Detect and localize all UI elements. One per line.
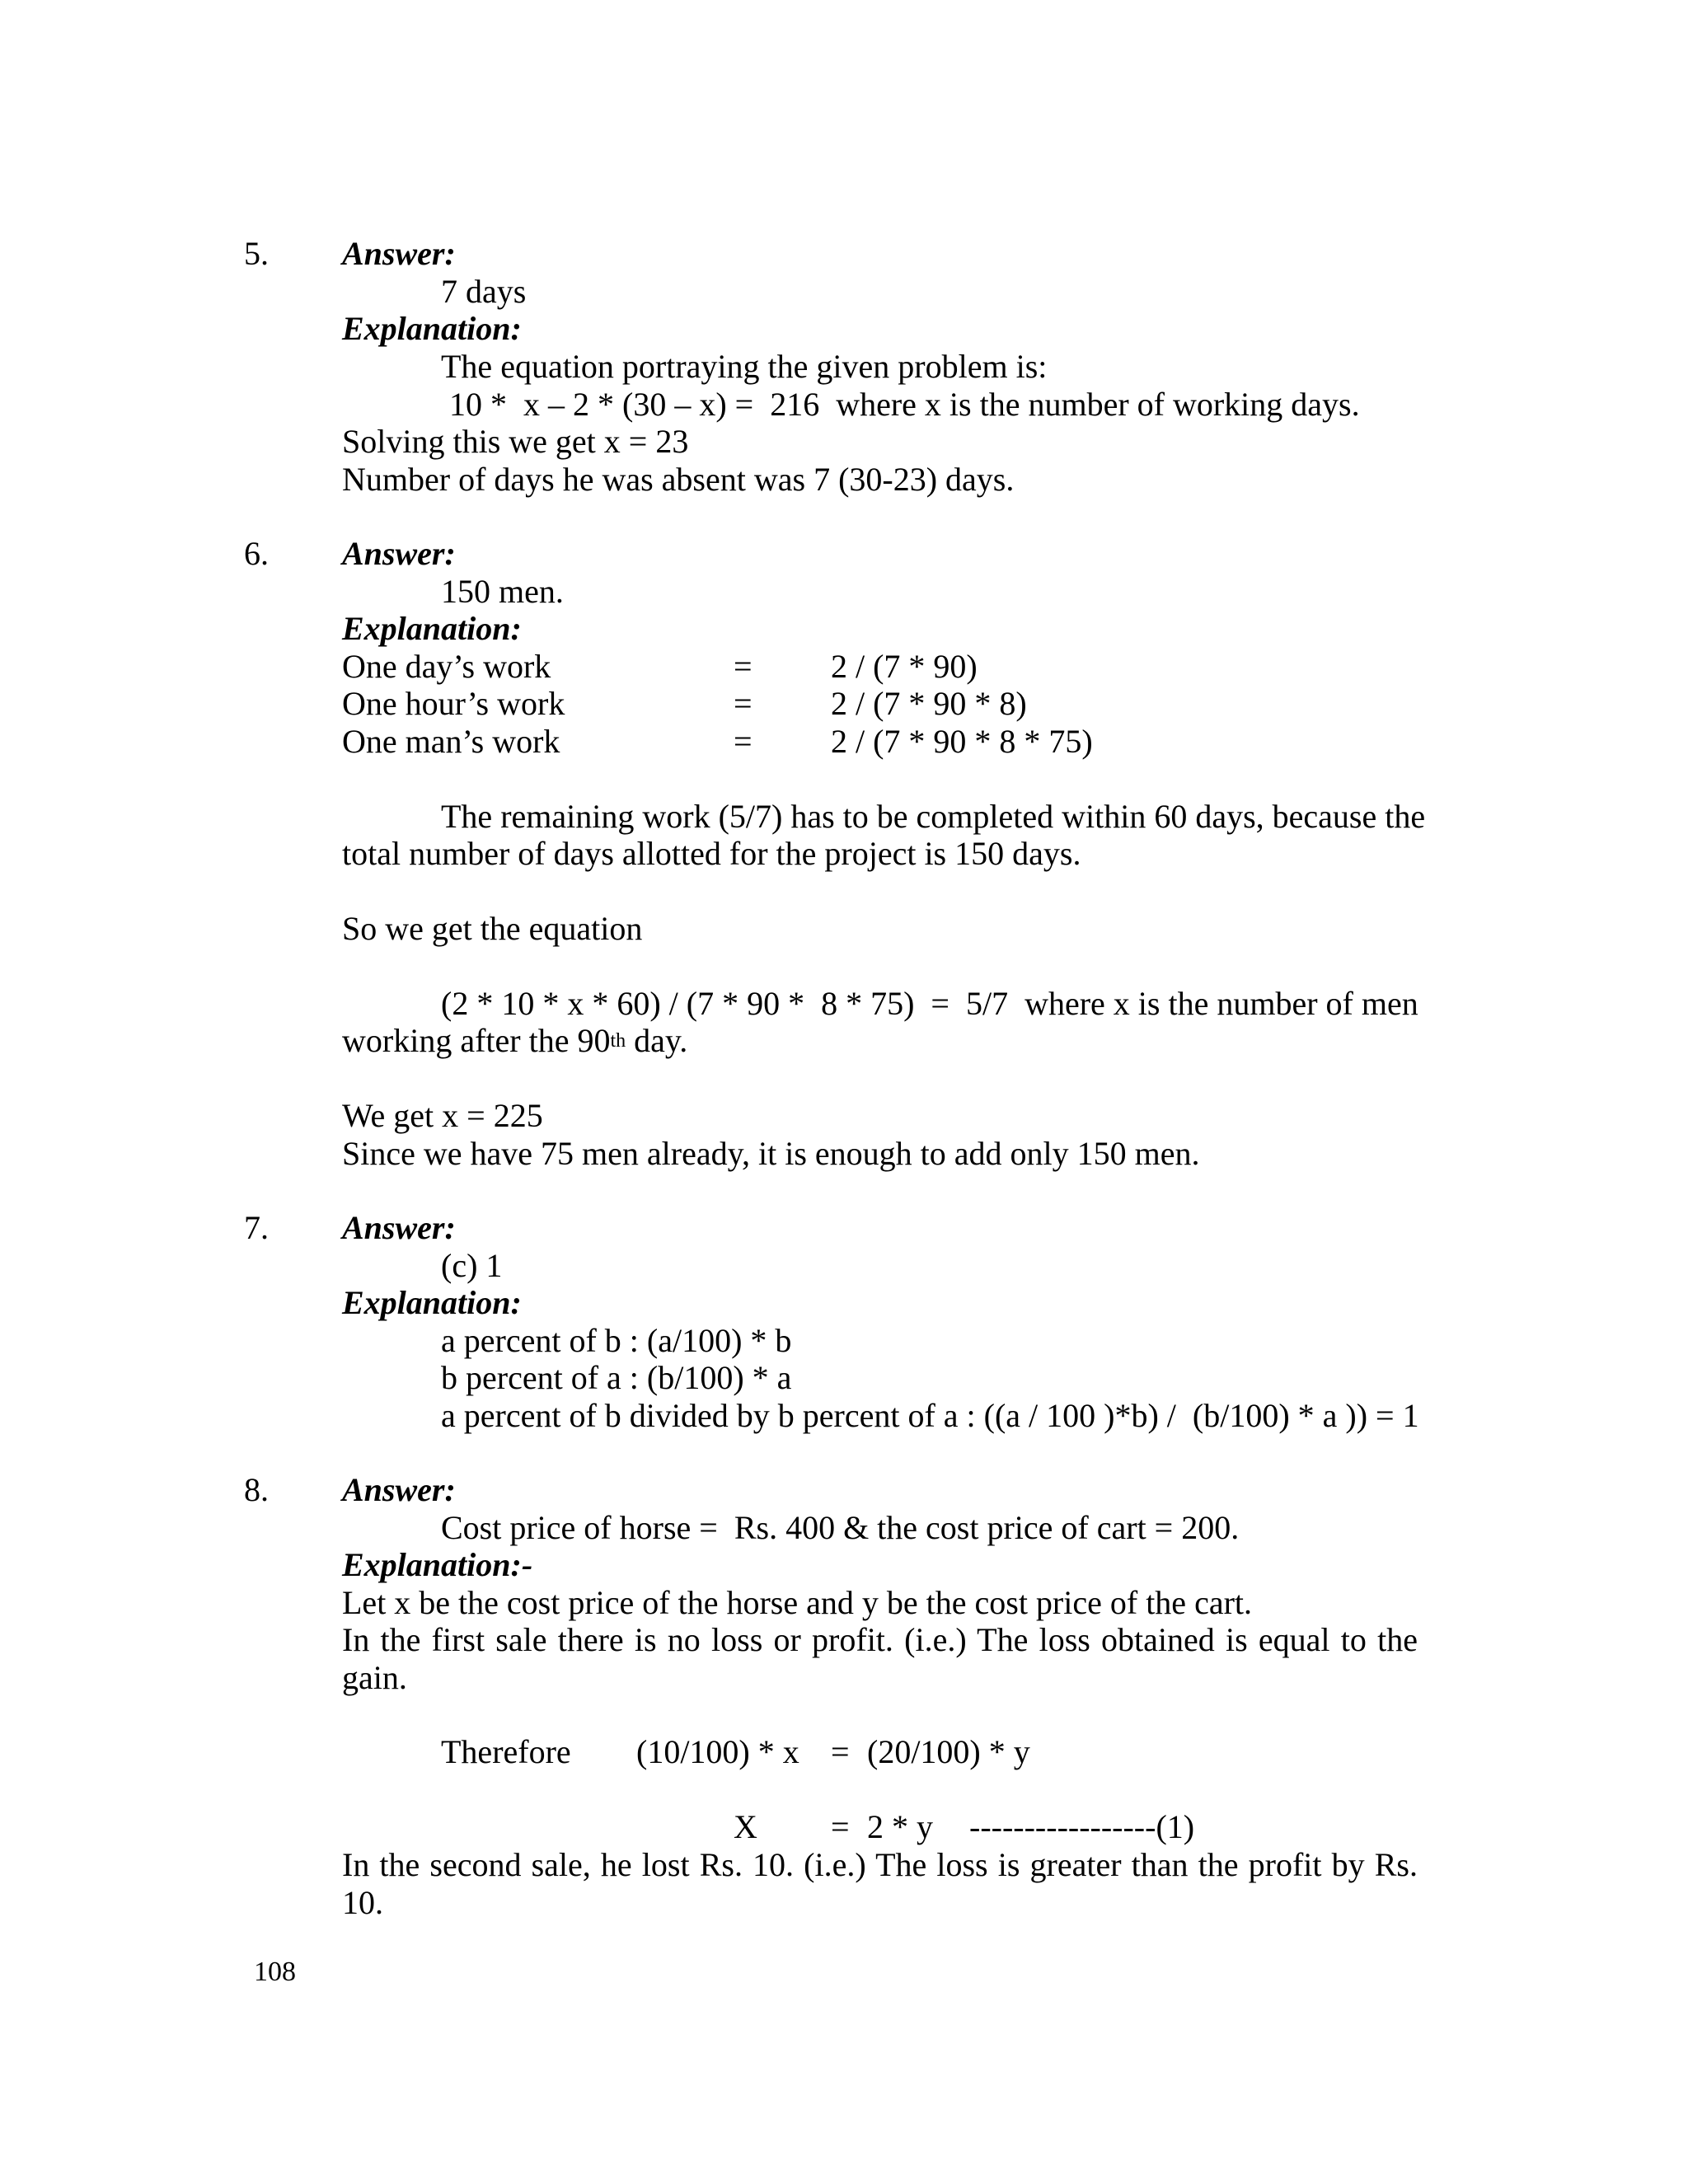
q5-explanation-line-2: 10 * x – 2 * (30 – x) = 216 where x is the number of working days. — [441, 386, 1360, 423]
q8-explanation-label: Explanation:- — [342, 1546, 533, 1583]
work-row-value: 2 / (7 * 90 * 8 * 75) — [831, 723, 1093, 760]
q6-equation-line-2-text: working after the 90 — [342, 1022, 611, 1059]
q8-explanation-line-1: Let x be the cost price of the horse and y be the cost price of the cart. — [342, 1584, 1253, 1621]
q8-eq1-tag: -----------------(1) — [969, 1808, 1195, 1845]
q6-equation-line-2 — [342, 1022, 687, 1060]
q8-answer: Cost price of horse = Rs. 400 & the cost price of cart = 200. — [441, 1509, 1240, 1546]
page-number: 108 — [254, 1957, 296, 1987]
q5-number: 5. — [244, 235, 269, 272]
q8-therefore-lhs: (10/100) * x — [636, 1733, 799, 1770]
q8-answer-label: Answer: — [342, 1471, 456, 1508]
q7-explanation-line-2: b percent of a : (b/100) * a — [441, 1359, 792, 1396]
q5-explanation-line-3: Solving this we get x = 23 — [342, 423, 689, 460]
q8-therefore-rhs: (20/100) * y — [867, 1733, 1030, 1770]
q6-equation-line-2-end: day. — [626, 1022, 688, 1059]
q5-explanation-line-4: Number of days he was absent was 7 (30-23) days. — [342, 461, 1015, 498]
q7-number: 7. — [244, 1209, 269, 1246]
ordinal-superscript: th — [610, 1030, 626, 1052]
q6-explanation-label: Explanation: — [342, 610, 522, 647]
q8-therefore-label: Therefore — [441, 1733, 571, 1770]
work-row-label: One man’s work — [342, 723, 560, 760]
q6-answer-label: Answer: — [342, 535, 456, 572]
q6-paragraph-line-1: The remaining work (5/7) has to be completed within 60 days, because the — [441, 798, 1426, 835]
q5-answer: 7 days — [441, 273, 527, 310]
q6-number: 6. — [244, 535, 269, 572]
q6-equation-line-1: (2 * 10 * x * 60) / (7 * 90 * 8 * 75) = 5/7 where x is the number of men — [441, 985, 1418, 1022]
work-row-value: 2 / (7 * 90) — [831, 648, 978, 685]
work-row-equals: = — [734, 685, 753, 722]
q7-answer-label: Answer: — [342, 1209, 456, 1246]
q8-eq1-lhs: X — [734, 1808, 757, 1845]
q5-explanation-label: Explanation: — [342, 310, 522, 347]
work-row-equals: = — [734, 723, 753, 760]
q7-explanation-label: Explanation: — [342, 1284, 522, 1321]
q6-result-line-1: We get x = 225 — [342, 1097, 543, 1134]
q8-therefore-equals: = — [831, 1733, 850, 1770]
q5-answer-label: Answer: — [342, 235, 456, 272]
q5-explanation-line-1: The equation portraying the given problem is: — [441, 348, 1048, 385]
q8-eq1-equals: = — [831, 1808, 850, 1845]
q7-answer: (c) 1 — [441, 1247, 503, 1284]
q6-so-line: So we get the equation — [342, 910, 643, 947]
work-row-label: One day’s work — [342, 648, 551, 685]
q8-first-sale-paragraph: In the first sale there is no loss or profit. (i.e.) The loss obtained is equal to the gain. — [342, 1621, 1418, 1696]
q8-number: 8. — [244, 1471, 269, 1508]
work-row-label: One hour’s work — [342, 685, 565, 722]
q6-answer: 150 men. — [441, 573, 564, 610]
q8-second-sale-paragraph: In the second sale, he lost Rs. 10. (i.e.) The loss is greater than the profit by Rs. 10. — [342, 1846, 1418, 1921]
work-row-equals: = — [734, 648, 753, 685]
q8-eq1-rhs: 2 * y — [867, 1808, 933, 1845]
q6-result-line-2: Since we have 75 men already, it is enough to add only 150 men. — [342, 1135, 1200, 1172]
q6-paragraph-line-2: total number of days allotted for the project is 150 days. — [342, 835, 1081, 872]
q7-explanation-line-1: a percent of b : (a/100) * b — [441, 1322, 792, 1359]
work-row-value: 2 / (7 * 90 * 8) — [831, 685, 1027, 722]
q7-explanation-line-3: a percent of b divided by b percent of a : ((a / 100 )*b) / (b/100) * a )) = 1 — [441, 1397, 1419, 1434]
